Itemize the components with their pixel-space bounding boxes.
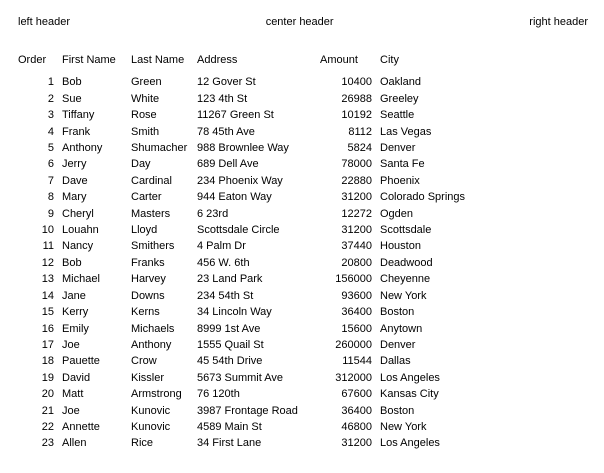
cell-last-name: Franks (131, 256, 165, 269)
page-header (18, 16, 588, 30)
cell-first-name: Joe (62, 338, 80, 351)
cell-last-name: Masters (131, 207, 171, 220)
cell-amount: 36400 (341, 306, 372, 319)
cell-amount: 15600 (341, 322, 372, 335)
column-header-order: Order (18, 54, 47, 66)
cell-address: 988 Brownlee Way (197, 142, 289, 155)
cell-amount: 36400 (341, 404, 372, 417)
cell-order: 2 (47, 92, 54, 105)
cell-city: Cheyenne (380, 273, 431, 286)
cell-amount: 12272 (341, 207, 372, 220)
cell-first-name: Frank (62, 125, 91, 138)
cell-address: 456 W. 6th (197, 256, 250, 269)
cell-first-name: Michael (62, 273, 100, 286)
table-row (18, 353, 520, 369)
cell-city: Las Vegas (380, 125, 432, 138)
cell-order: 9 (47, 207, 54, 220)
cell-address: 23 Land Park (197, 273, 263, 286)
cell-address: 8999 1st Ave (197, 322, 261, 335)
cell-amount: 156000 (335, 273, 372, 286)
cell-city: Boston (380, 404, 415, 417)
cell-first-name: Jane (62, 289, 86, 302)
cell-last-name: Kerns (131, 306, 160, 319)
cell-last-name: Harvey (131, 273, 166, 286)
cell-last-name: Armstrong (131, 388, 182, 401)
table-row (18, 321, 520, 337)
cell-first-name: Emily (62, 322, 89, 335)
cell-amount: 312000 (335, 371, 372, 384)
cell-address: 34 First Lane (197, 437, 262, 450)
table-row (18, 370, 520, 386)
cell-amount: 26988 (341, 92, 372, 105)
table-row (18, 107, 520, 123)
cell-order: 23 (41, 437, 54, 450)
cell-first-name: Pauette (62, 355, 100, 368)
cell-amount: 8112 (348, 125, 372, 138)
cell-address: 5673 Summit Ave (197, 371, 284, 384)
cell-last-name: Smith (131, 125, 160, 138)
cell-first-name: Kerry (62, 306, 89, 319)
cell-amount: 31200 (341, 224, 372, 237)
cell-order: 22 (41, 420, 54, 433)
cell-address: 4589 Main St (197, 420, 262, 433)
cell-city: Santa Fe (380, 158, 425, 171)
cell-address: 1555 Quail St (197, 338, 264, 351)
cell-last-name: Lloyd (131, 224, 158, 237)
table-header-row (18, 52, 520, 74)
cell-order: 15 (41, 306, 54, 319)
cell-first-name: Sue (62, 92, 82, 105)
table-row (18, 74, 520, 90)
cell-amount: 37440 (341, 240, 372, 253)
cell-city: Oakland (380, 76, 421, 89)
cell-order: 10 (41, 224, 54, 237)
cell-first-name: Bob (62, 256, 82, 269)
table-row (18, 288, 520, 304)
cell-order: 3 (47, 109, 54, 122)
cell-order: 17 (41, 338, 54, 351)
column-header-address: Address (197, 54, 238, 66)
cell-first-name: Dave (62, 174, 88, 187)
cell-city: Los Angeles (380, 371, 440, 384)
cell-city: Dallas (380, 355, 411, 368)
column-header-amount: Amount (320, 54, 358, 66)
cell-address: Scottsdale Circle (197, 224, 280, 237)
table-row (18, 271, 520, 287)
cell-order: 11 (42, 240, 54, 253)
cell-last-name: Rice (131, 437, 154, 450)
cell-city: Ogden (380, 207, 414, 220)
table-row (18, 222, 520, 238)
cell-amount: 260000 (335, 338, 372, 351)
cell-order: 5 (47, 142, 54, 155)
cell-address: 12 Gover St (197, 76, 256, 89)
cell-order: 18 (41, 355, 54, 368)
cell-order: 6 (47, 158, 54, 171)
cell-first-name: Louahn (62, 224, 99, 237)
table-row (18, 435, 520, 451)
cell-address: 11267 Green St (197, 109, 274, 122)
table-row (18, 337, 520, 353)
cell-amount: 22880 (341, 174, 372, 187)
column-header-last-name: Last Name (131, 54, 185, 66)
table-row (18, 91, 520, 107)
orders-table (18, 52, 520, 452)
table-row (18, 304, 520, 320)
cell-amount: 11544 (342, 355, 372, 368)
cell-last-name: Kunovic (131, 420, 171, 433)
cell-address: 4 Palm Dr (197, 240, 246, 253)
table-header-row-group (18, 52, 520, 74)
cell-city: Kansas City (380, 388, 439, 401)
cell-last-name: Kunovic (131, 404, 171, 417)
cell-address: 3987 Frontage Road (197, 404, 298, 417)
cell-order: 16 (41, 322, 54, 335)
cell-first-name: Mary (62, 191, 87, 204)
cell-last-name: Anthony (131, 338, 172, 351)
cell-last-name: Cardinal (131, 174, 172, 187)
cell-order: 12 (41, 256, 54, 269)
cell-amount: 93600 (341, 289, 372, 302)
cell-first-name: Jerry (62, 158, 87, 171)
cell-city: Scottsdale (380, 224, 432, 237)
cell-order: 19 (41, 371, 54, 384)
table-row (18, 173, 520, 189)
cell-first-name: Cheryl (62, 207, 94, 220)
table-body (18, 74, 520, 451)
cell-last-name: Downs (131, 289, 165, 302)
cell-order: 4 (47, 125, 54, 138)
cell-city: Greeley (380, 92, 419, 105)
cell-city: Phoenix (380, 174, 420, 187)
cell-first-name: Anthony (62, 142, 103, 155)
cell-first-name: Nancy (62, 240, 94, 253)
cell-order: 14 (41, 289, 54, 302)
cell-address: 34 Lincoln Way (197, 306, 272, 319)
table-row (18, 156, 520, 172)
cell-order: 21 (41, 404, 54, 417)
cell-amount: 78000 (341, 158, 372, 171)
cell-address: 689 Dell Ave (197, 158, 259, 171)
cell-first-name: Bob (62, 76, 82, 89)
cell-amount: 20800 (341, 256, 372, 269)
cell-amount: 46800 (341, 420, 372, 433)
cell-address: 78 45th Ave (197, 125, 255, 138)
cell-last-name: Carter (131, 191, 162, 204)
cell-address: 76 120th (197, 388, 240, 401)
cell-amount: 31200 (341, 437, 372, 450)
cell-last-name: Shumacher (131, 142, 188, 155)
cell-first-name: Annette (62, 420, 100, 433)
table-row (18, 238, 520, 254)
cell-city: Anytown (380, 322, 423, 335)
header-left-text: left header (18, 16, 70, 28)
cell-order: 1 (47, 76, 54, 89)
cell-city: Boston (380, 306, 415, 319)
cell-last-name: Kissler (131, 371, 165, 384)
table-row (18, 403, 520, 419)
header-right-text: right header (529, 16, 588, 28)
cell-city: Deadwood (380, 256, 433, 269)
cell-amount: 67600 (341, 388, 372, 401)
cell-city: Denver (380, 142, 416, 155)
cell-address: 234 Phoenix Way (197, 174, 283, 187)
cell-first-name: Tiffany (62, 109, 95, 122)
cell-address: 6 23rd (197, 207, 229, 220)
cell-last-name: Smithers (131, 240, 175, 253)
table-row (18, 255, 520, 271)
header-center-text: center header (265, 16, 334, 28)
table-row (18, 124, 520, 140)
cell-city: Los Angeles (380, 437, 440, 450)
cell-city: Houston (380, 240, 421, 253)
table-row (18, 140, 520, 156)
cell-first-name: Joe (62, 404, 80, 417)
cell-address: 45 54th Drive (197, 355, 263, 368)
cell-city: Denver (380, 338, 416, 351)
table-row (18, 189, 520, 205)
cell-last-name: Rose (131, 109, 157, 122)
cell-last-name: Michaels (131, 322, 175, 335)
column-header-city: City (380, 54, 399, 66)
cell-city: New York (380, 289, 427, 302)
cell-last-name: Crow (131, 355, 157, 368)
cell-order: 8 (47, 191, 54, 204)
cell-address: 944 Eaton Way (197, 191, 272, 204)
cell-first-name: Allen (62, 437, 87, 450)
cell-address: 234 54th St (197, 289, 254, 302)
cell-first-name: David (62, 371, 91, 384)
table-row (18, 206, 520, 222)
column-header-first-name: First Name (62, 54, 116, 66)
cell-city: New York (380, 420, 427, 433)
cell-city: Colorado Springs (380, 191, 465, 204)
cell-amount: 10192 (341, 109, 372, 122)
cell-last-name: Green (131, 76, 162, 89)
cell-last-name: White (131, 92, 160, 105)
cell-order: 20 (41, 388, 54, 401)
table-row (18, 419, 520, 435)
cell-order: 13 (41, 273, 54, 286)
cell-last-name: Day (131, 158, 151, 171)
cell-order: 7 (47, 174, 54, 187)
cell-first-name: Matt (62, 388, 84, 401)
cell-address: 123 4th St (197, 92, 248, 105)
cell-amount: 10400 (341, 76, 372, 89)
table-row (18, 386, 520, 402)
cell-amount: 31200 (341, 191, 372, 204)
cell-amount: 5824 (347, 142, 372, 155)
cell-city: Seattle (380, 109, 415, 122)
